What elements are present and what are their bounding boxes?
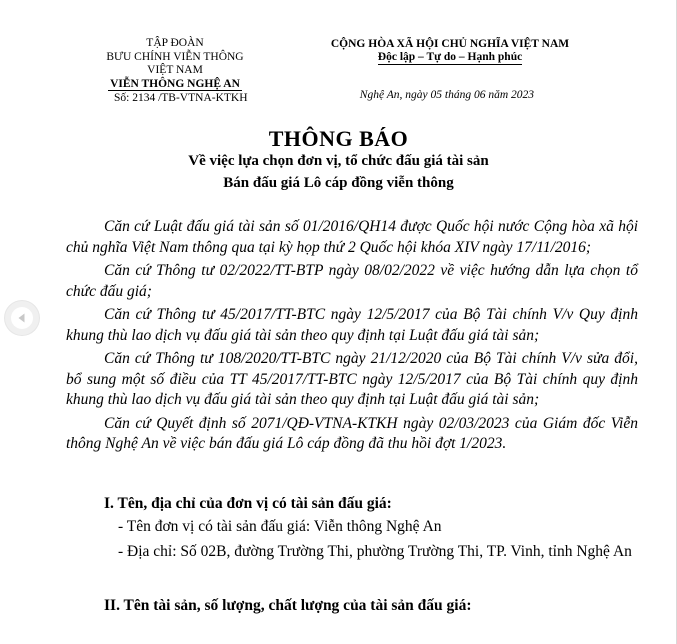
legal-basis-paragraph: Căn cứ Quyết định số 2071/QĐ-VTNA-KTKH ngày 02/03/2023 của Giám đốc Viễn thông Nghệ An về việc bán đấu giá Lô cáp đồng đã thu hồi đợt 1/2023.: [66, 414, 638, 452]
subtitle-line-2: Bán đấu giá Lô cáp đồng viễn thông: [223, 175, 454, 191]
nation-name: CỘNG HÒA XÃ HỘI CHỦ NGHĨA VIỆT NAM: [330, 38, 570, 50]
section-1-heading: I. Tên, địa chỉ của đơn vị có tài sản đấu giá:: [104, 495, 392, 512]
previous-page-button[interactable]: [5, 301, 39, 335]
issuer-block: [100, 37, 250, 106]
section-2-heading: II. Tên tài sản, số lượng, chất lượng của tài sản đấu giá:: [104, 597, 472, 614]
document-number: Số: 2134 /TB-VTNA-KTKH: [114, 92, 248, 104]
owner-name-line: - Tên đơn vị có tài sản đấu giá: Viễn thông Nghệ An: [118, 518, 442, 535]
issuing-unit: VIỄN THÔNG NGHỆ AN: [110, 77, 240, 90]
parent-org-line-3: VIỆT NAM: [147, 64, 203, 76]
parent-org-line-1: TẬP ĐOÀN: [146, 37, 204, 49]
parent-org-line-2: BƯU CHÍNH VIỄN THÔNG: [106, 50, 244, 63]
document-title: THÔNG BÁO: [268, 126, 409, 151]
subtitle-line-1: Về việc lựa chọn đơn vị, tổ chức đấu giá tài sản: [188, 153, 489, 169]
legal-basis-paragraph: Căn cứ Thông tư 45/2017/TT-BTC ngày 12/5/2017 của Bộ Tài chính V/v Quy định khung thù lao dịch vụ đấu giá tài sản theo quy định tại Luật đấu giá tài sản;: [66, 306, 638, 344]
legal-bases: [66, 217, 638, 458]
legal-basis-paragraph: Căn cứ Thông tư 108/2020/TT-BTC ngày 21/12/2020 của Bộ Tài chính V/v sửa đổi, bổ sung một số điều của TT 45/2017/TT-BTC ngày 12/5/2017 của Bộ Tài chính quy định khung thù lao dịch vụ đấu giá tài sản theo quy định tại Luật đấu giá tài sản;: [66, 350, 638, 408]
legal-basis-paragraph: Căn cứ Thông tư 02/2022/TT-BTP ngày 08/02/2022 về việc hướng dẫn lựa chọn tổ chức đấu giá;: [66, 262, 638, 300]
legal-basis-paragraph: Căn cứ Luật đấu giá tài sản số 01/2016/QH14 được Quốc hội nước Cộng hòa xã hội chủ nghĩa Việt Nam thông qua tại kỳ họp thứ 2 Quốc hội khóa XIV ngày 17/11/2016;: [66, 218, 638, 256]
national-motto: Độc lập – Tự do – Hạnh phúc: [377, 51, 523, 63]
arrow-left-icon: [11, 307, 33, 329]
owner-address-line: - Địa chỉ: Số 02B, đường Trường Thi, phường Trường Thi, TP. Vinh, tỉnh Nghệ An: [118, 543, 632, 560]
national-header: [316, 38, 584, 102]
place-and-date: Nghệ An, ngày 05 tháng 06 năm 2023: [359, 89, 534, 101]
